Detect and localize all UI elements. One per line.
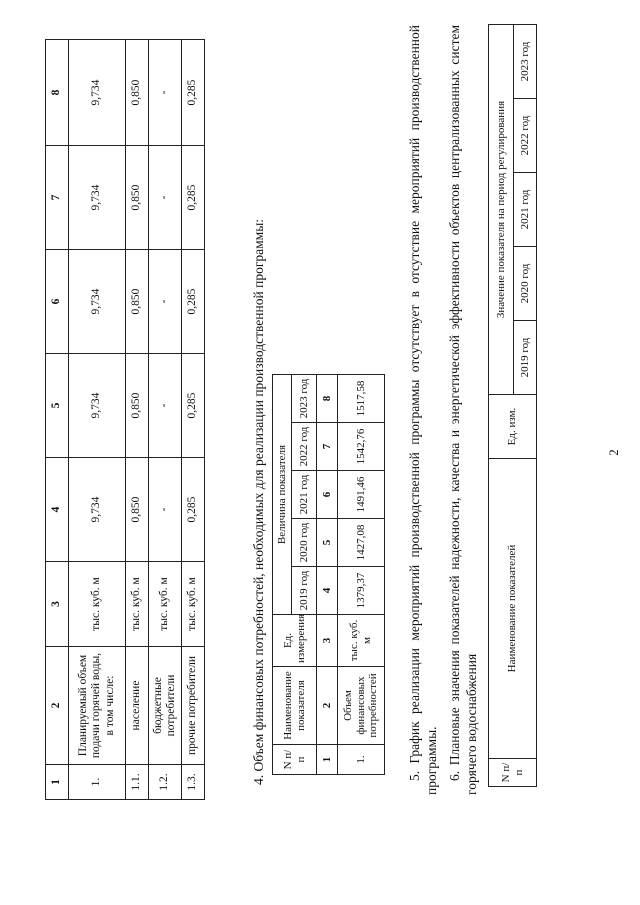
header-cell: Значение показателя на период регулирования (489, 25, 514, 395)
table-cell: тыс. куб. м (69, 562, 126, 647)
header-cell: 4 (46, 458, 69, 562)
table-cell: прочие потребители (182, 647, 205, 765)
header-cell: 4 (317, 567, 338, 615)
section-5-text: 5. График реализации мероприятий производственной программы отсутствует в отсутствие мероприятий производственной программы. (407, 25, 439, 795)
table-cell: тыс. куб. м (149, 562, 182, 647)
table-cell: - (149, 40, 182, 146)
table-cell: тыс. куб. м (126, 562, 149, 647)
table-cell: - (149, 354, 182, 458)
header-cell: 7 (317, 423, 338, 471)
table-cell: 0,285 (182, 250, 205, 354)
table-cell: 0,850 (126, 146, 149, 250)
table-cell: 1. (69, 765, 126, 800)
table-cell: 9,734 (69, 146, 126, 250)
header-cell: 1 (46, 765, 69, 800)
table-row (182, 40, 205, 800)
table-cell: 0,285 (182, 458, 205, 562)
header-cell: 2020 год (292, 519, 317, 567)
header-cell: 2022 год (292, 423, 317, 471)
header-cell: Наименование показателей (489, 459, 537, 759)
table-cell: бюджетные потребители (149, 647, 182, 765)
header-cell: 2022 год (514, 99, 537, 173)
header-cell: 2019 год (514, 321, 537, 395)
page-number: 2 (606, 449, 621, 456)
table-row (126, 40, 149, 800)
table-header-row (46, 40, 69, 800)
header-cell: 2019 год (292, 567, 317, 615)
indicators-table (488, 24, 537, 787)
financial-needs-table (272, 374, 385, 775)
table-cell: Объем финансовых потребностей (338, 667, 385, 745)
table-cell: 9,734 (69, 40, 126, 146)
header-cell: 2021 год (292, 471, 317, 519)
header-cell: 8 (317, 375, 338, 423)
hot-water-volume-table (45, 39, 205, 800)
header-cell: 2021 год (514, 173, 537, 247)
table-row (338, 375, 385, 775)
table-cell: 1379,37 (338, 567, 385, 615)
header-cell: 2023 год (292, 375, 317, 423)
table-header-row (273, 375, 292, 775)
table-header-row (489, 25, 514, 787)
table-cell: 0,285 (182, 354, 205, 458)
table-cell: - (149, 146, 182, 250)
header-cell: Наименование показателя (273, 667, 317, 745)
header-cell: 6 (317, 471, 338, 519)
header-cell: Величина показателя (273, 375, 292, 615)
table-cell: 0,850 (126, 40, 149, 146)
header-cell: 5 (46, 354, 69, 458)
table-cell: 9,734 (69, 458, 126, 562)
table-cell: 0,850 (126, 250, 149, 354)
table-cell: 1. (338, 745, 385, 775)
header-cell: N п/п (489, 759, 537, 787)
header-cell: 2 (46, 647, 69, 765)
table-cell: 1.2. (149, 765, 182, 800)
header-cell: 5 (317, 519, 338, 567)
table-cell: 1542,76 (338, 423, 385, 471)
table-cell: 0,850 (126, 458, 149, 562)
header-cell: 3 (46, 562, 69, 647)
table-row (149, 40, 182, 800)
table-cell: 9,734 (69, 354, 126, 458)
table-cell: 9,734 (69, 250, 126, 354)
table-cell: - (149, 250, 182, 354)
table-cell: - (149, 458, 182, 562)
table-cell: население (126, 647, 149, 765)
table-row (69, 40, 126, 800)
header-cell: 6 (46, 250, 69, 354)
table-cell: тыс. куб. м (338, 615, 385, 667)
table-cell: 0,285 (182, 40, 205, 146)
header-cell: 8 (46, 40, 69, 146)
table-cell: 0,285 (182, 146, 205, 250)
table-cell: 1517,58 (338, 375, 385, 423)
header-cell: 7 (46, 146, 69, 250)
table-cell: 1427,08 (338, 519, 385, 567)
table-cell: 1.3. (182, 765, 205, 800)
table-cell: 1491,46 (338, 471, 385, 519)
section-4-heading: 4. Объем финансовых потребностей, необходимых для реализации производственной программы: (251, 218, 266, 785)
header-cell: N п/п (273, 745, 317, 775)
header-cell: Ед. измерения (273, 615, 317, 667)
header-cell: 2023 год (514, 25, 537, 99)
header-cell: Ед. изм. (489, 395, 537, 459)
table-cell: 1.1. (126, 765, 149, 800)
header-cell: 2 (317, 667, 338, 745)
table-cell: тыс. куб. м (182, 562, 205, 647)
table-cell: Планируемый объем подачи горячей воды, в том числе: (69, 647, 126, 765)
section-6-heading: 6. Плановые значения показателей надежности, качества и энергетической эффективности объектов централизованных систем горячего водоснабжения (447, 25, 479, 795)
header-cell: 1 (317, 745, 338, 775)
table-number-row (317, 375, 338, 775)
header-cell: 2020 год (514, 247, 537, 321)
header-cell: 3 (317, 615, 338, 667)
table-cell: 0,850 (126, 354, 149, 458)
